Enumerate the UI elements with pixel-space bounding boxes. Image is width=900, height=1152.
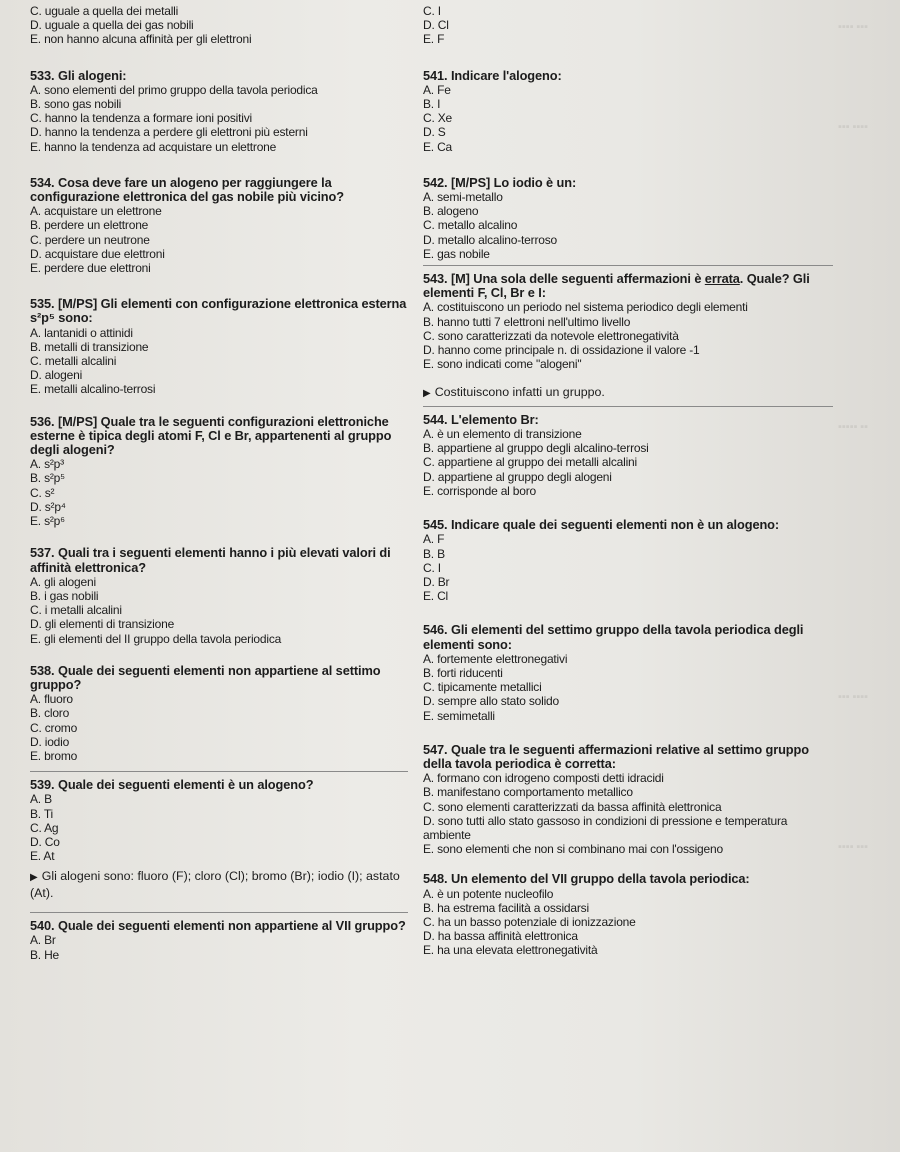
option: E. non hanno alcuna affinità per gli elettroni [30, 32, 252, 47]
option: C. tipicamente metallici [423, 680, 542, 695]
option: B. alogeno [423, 204, 479, 219]
option: D. appartiene al gruppo degli alogeni [423, 469, 612, 484]
option: E. bromo [30, 748, 78, 763]
option: E. semimetalli [423, 708, 495, 723]
question-541 [423, 69, 833, 154]
option: D. sono tutti allo stato gassoso in condizioni di pressione e temperatura ambiente [423, 813, 788, 842]
option: B. forti riducenti [423, 665, 503, 680]
option: B. cloro [30, 706, 70, 721]
question-text: 537. Quali tra i seguenti elementi hanno i più elevati valori di affinità elettronica? [30, 545, 391, 575]
option: E. sono indicati come "alogeni" [423, 357, 582, 372]
option: E. F [423, 32, 445, 47]
option: D. Cl [423, 18, 449, 33]
question-text-part: . Quale? Gli elementi F, Cl, Br e I: [423, 271, 810, 301]
question-text: 541. Indicare l'alogeno: [423, 67, 562, 83]
option: C. Ag [30, 820, 59, 835]
option: E. corrisponde al boro [423, 483, 536, 498]
option: C. i metalli alcalini [30, 603, 122, 618]
question-text: 547. Quale tra le seguenti affermazioni relative al settimo gruppo della tavola periodica è corretta: [423, 741, 809, 771]
option: E. metalli alcalino-terrosi [30, 382, 156, 397]
option: D. sempre allo stato solido [423, 694, 559, 709]
divider [30, 771, 408, 772]
question-text: 544. L'elemento Br: [423, 411, 539, 427]
question-text: 542. [M/PS] Lo iodio è un: [423, 174, 577, 190]
option: A. acquistare un elettrone [30, 204, 162, 219]
bleed-through-text: ▪▪▪▪ ▪▪▪ [838, 21, 869, 33]
left-column [30, 4, 408, 975]
option: A. fortemente elettronegativi [423, 651, 568, 666]
option: E. gli elementi del II gruppo della tavola periodica [30, 631, 282, 646]
option: E. Cl [423, 589, 449, 604]
option: C. appartiene al gruppo dei metalli alcalini [423, 455, 637, 470]
option: C. ha un basso potenziale di ionizzazione [423, 914, 636, 929]
option: D. S [423, 125, 446, 140]
option: B. Ti [30, 806, 54, 821]
question-text: 546. Gli elementi del settimo gruppo della tavola periodica degli elementi sono: [423, 622, 804, 652]
option: B. ha estrema facilità a ossidarsi [423, 900, 589, 915]
option: E. At [30, 849, 55, 864]
option: C. s² [30, 485, 55, 500]
option: D. alogeni [30, 368, 83, 383]
option: E. hanno la tendenza ad acquistare un elettrone [30, 139, 277, 154]
bleed-through-text: ▪▪▪ ▪▪▪▪ [838, 691, 869, 703]
option: A. costituiscono un periodo nel sistema periodico degli elementi [423, 300, 748, 315]
question-548 [423, 872, 833, 957]
option: D. metallo alcalino-terroso [423, 232, 557, 247]
option: A. semi-metallo [423, 190, 503, 205]
option: A. è un potente nucleofilo [423, 886, 554, 901]
option: A. gli alogeni [30, 574, 96, 589]
divider [423, 265, 833, 266]
option: B. s²p⁵ [30, 471, 65, 486]
underlined-word: errata [704, 271, 740, 287]
option: A. formano con idrogeno composti detti idracidi [423, 771, 664, 786]
question-545 [423, 518, 833, 603]
question-533 [30, 69, 408, 154]
option: E. s²p⁶ [30, 514, 65, 529]
bleed-through-text: ▪▪▪▪▪ ▪▪ [838, 421, 869, 433]
option: C. uguale a quella dei metalli [30, 4, 179, 18]
option: B. manifestano comportamento metallico [423, 785, 633, 800]
question-538 [30, 664, 408, 763]
note-text: Costituiscono infatti un gruppo. [434, 385, 605, 400]
question-text [423, 272, 833, 300]
option: E. perdere due elettroni [30, 261, 151, 276]
option: A. B [30, 792, 52, 807]
question-539 [30, 778, 408, 863]
option: E. sono elementi che non si combinano mai con l'ossigeno [423, 842, 723, 857]
continued-options [423, 4, 833, 47]
question-536 [30, 415, 408, 529]
divider [423, 406, 833, 407]
option: C. metalli alcalini [30, 354, 117, 369]
option: D. hanno come principale n. di ossidazione il valore -1 [423, 343, 700, 358]
note-text: Gli alogeni sono: fluoro (F); cloro (Cl); bromo (Br); iodio (I); astato (At). [30, 869, 400, 900]
bleed-through-text: ▪▪▪▪ ▪▪▪ [838, 841, 869, 853]
question-544 [423, 413, 833, 498]
question-543 [423, 272, 833, 371]
option: B. hanno tutti 7 elettroni nell'ultimo livello [423, 314, 631, 329]
question-text: 534. Cosa deve fare un alogeno per raggiungere la configurazione elettronica del gas nobile più vicino? [30, 174, 344, 205]
question-text: 535. [M/PS] Gli elementi con configurazione elettronica esterna s²p⁵ sono: [30, 296, 407, 326]
question-text-part: 543. [M] Una sola delle seguenti affermazioni è [423, 271, 705, 287]
option: A. lantanidi o attinidi [30, 325, 133, 340]
option: C. I [423, 4, 441, 18]
option: D. gli elementi di transizione [30, 617, 175, 632]
option: D. Br [423, 574, 450, 589]
option: E. Ca [423, 139, 453, 154]
question-text: 545. Indicare quale dei seguenti elementi non è un alogeno: [423, 517, 780, 533]
option: D. hanno la tendenza a perdere gli elettroni più esterni [30, 125, 308, 140]
option: A. Br [30, 933, 56, 948]
answer-note-539 [30, 869, 408, 900]
option: B. He [30, 947, 60, 962]
option: E. gas nobile [423, 246, 490, 261]
option: B. perdere un elettrone [30, 218, 149, 233]
option: A. Fe [423, 82, 451, 97]
option: D. s²p⁴ [30, 499, 66, 514]
option: A. s²p³ [30, 457, 64, 472]
question-text: 538. Quale dei seguenti elementi non appartiene al settimo gruppo? [30, 662, 381, 692]
option: C. hanno la tendenza a formare ioni positivi [30, 111, 253, 126]
question-534 [30, 176, 408, 275]
option: D. Co [30, 834, 60, 849]
option: C. metallo alcalino [423, 218, 518, 233]
arrow-icon: ▶ [30, 872, 38, 884]
question-546 [423, 623, 833, 722]
arrow-icon: ▶ [423, 388, 431, 400]
option: C. cromo [30, 720, 78, 735]
divider [30, 912, 408, 913]
option: E. ha una elevata elettronegatività [423, 943, 598, 958]
option: D. uguale a quella dei gas nobili [30, 18, 194, 33]
question-text: 539. Quale dei seguenti elementi è un alogeno? [30, 777, 314, 793]
continued-options [30, 4, 408, 47]
option: A. sono elementi del primo gruppo della tavola periodica [30, 82, 318, 97]
question-542 [423, 176, 833, 261]
question-text: 533. Gli alogeni: [30, 67, 127, 83]
question-535 [30, 297, 408, 396]
option: D. ha bassa affinità elettronica [423, 929, 578, 944]
option: D. iodio [30, 734, 70, 749]
answer-note-543 [423, 385, 833, 401]
option: A. fluoro [30, 692, 73, 707]
option: B. I [423, 97, 441, 112]
option: A. è un elemento di transizione [423, 427, 582, 442]
question-text: 540. Quale dei seguenti elementi non appartiene al VII gruppo? [30, 918, 406, 934]
option: B. appartiene al gruppo degli alcalino-terrosi [423, 441, 649, 456]
option: B. sono gas nobili [30, 97, 122, 112]
question-547 [423, 743, 833, 857]
question-text: 536. [M/PS] Quale tra le seguenti configurazioni elettroniche esterne è tipica degli atomi F, Cl e Br, appartenenti al gruppo degli alogeni? [30, 413, 392, 458]
option: C. sono caratterizzati da notevole elettronegatività [423, 328, 679, 343]
option: B. B [423, 546, 445, 561]
option: B. i gas nobili [30, 588, 99, 603]
option: C. I [423, 560, 441, 575]
right-column [423, 4, 833, 971]
option: D. acquistare due elettroni [30, 246, 165, 261]
question-537 [30, 546, 408, 645]
option: C. Xe [423, 111, 453, 126]
option: B. metalli di transizione [30, 339, 149, 354]
question-text: 548. Un elemento del VII gruppo della tavola periodica: [423, 871, 750, 887]
option: C. sono elementi caratterizzati da bassa affinità elettronica [423, 799, 722, 814]
question-540 [30, 919, 408, 962]
option: A. F [423, 532, 445, 547]
option: C. perdere un neutrone [30, 232, 150, 247]
bleed-through-text: ▪▪▪ ▪▪▪▪ [838, 121, 869, 133]
